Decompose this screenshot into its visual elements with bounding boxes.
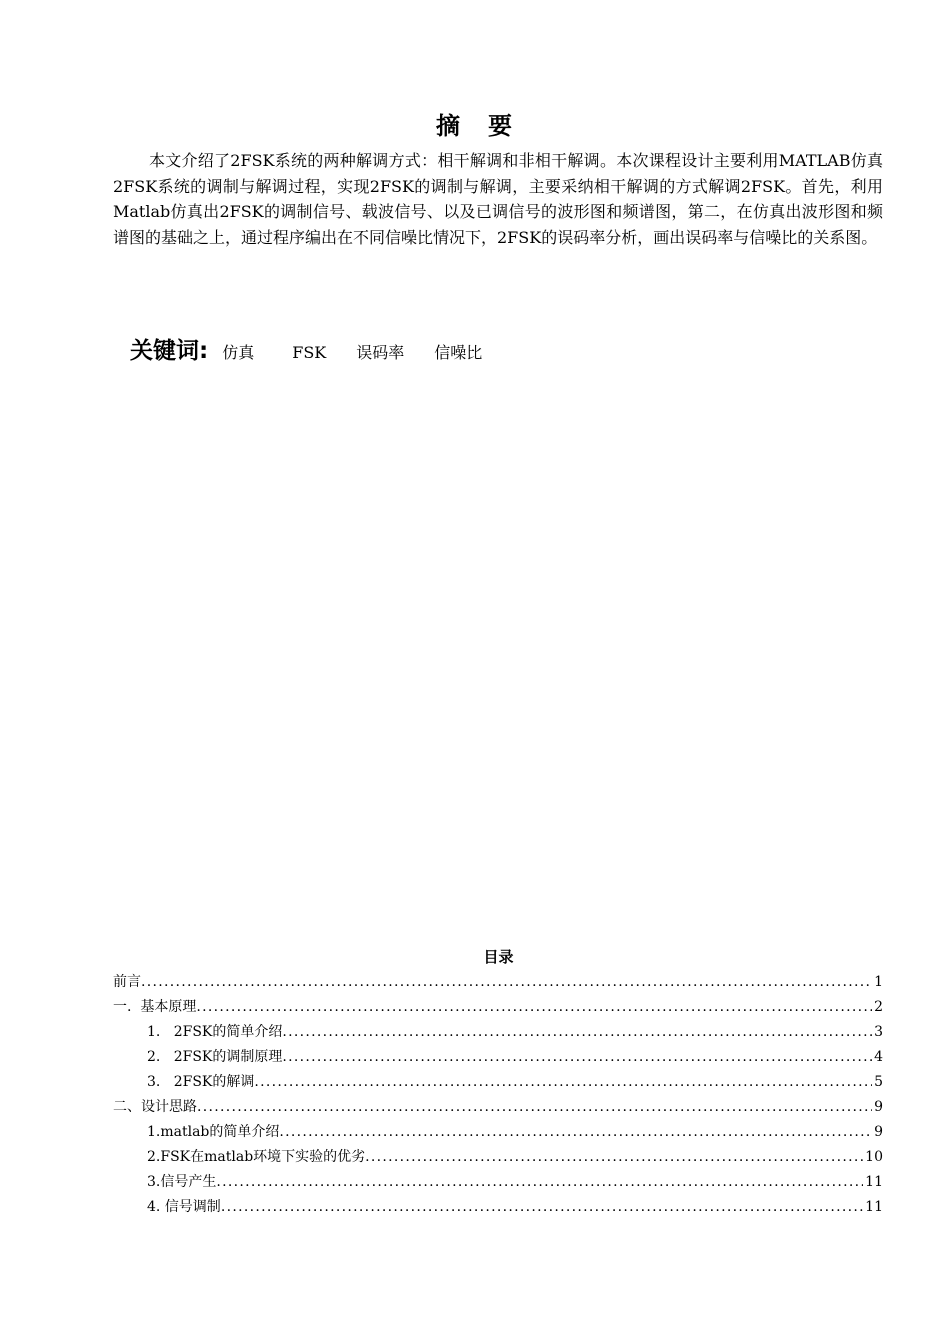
keyword-item: 仿真	[222, 343, 255, 362]
toc-entry-label: 3. 2FSK的解调	[147, 1074, 255, 1090]
toc-leader-dots	[216, 1170, 863, 1195]
toc-leader-dots	[196, 995, 872, 1020]
toc-title: 目录	[483, 948, 514, 966]
toc-entry[interactable]	[113, 995, 883, 1020]
keyword-item: 误码率	[356, 343, 405, 362]
toc-entry-label: 前言	[113, 974, 141, 990]
keyword-item: 信噪比	[434, 343, 483, 362]
toc-entry-label: 1.matlab的简单介绍	[147, 1124, 280, 1140]
toc-entry[interactable]	[147, 1120, 883, 1145]
toc-entry[interactable]	[113, 970, 883, 995]
toc-entry[interactable]	[147, 1170, 883, 1195]
toc-leader-dots	[365, 1145, 863, 1170]
toc-entry-page: 5	[874, 1074, 883, 1090]
toc-entry-label: 3.信号产生	[147, 1174, 217, 1190]
toc-leader-dots	[197, 1095, 872, 1120]
toc-leader-dots	[141, 970, 872, 995]
toc-entry[interactable]	[113, 1095, 883, 1120]
toc-entry-label: 2.FSK在matlab环境下实验的优劣	[147, 1149, 366, 1165]
toc-entry-page: 9	[874, 1099, 883, 1115]
toc-entry[interactable]	[147, 1070, 883, 1095]
toc-leader-dots	[282, 1045, 872, 1070]
toc-entry-page: 10	[865, 1149, 883, 1165]
toc-entry-page: 11	[865, 1174, 883, 1190]
toc-entry[interactable]	[147, 1195, 883, 1220]
toc-entry-page: 1	[874, 974, 883, 990]
abstract-title: 摘 要	[436, 112, 514, 140]
keywords-line	[130, 332, 482, 364]
abstract-body: 本文介绍了2FSK系统的两种解调方式：相干解调和非相干解调。本次课程设计主要利用MATLAB仿真2FSK系统的调制与解调过程，实现2FSK的调制与解调，主要采纳相干解调的方式解调2FSK。首先，利用Matlab仿真出2FSK的调制信号、载波信号、以及已调信号的波形图和频谱图，第二，在仿真出波形图和频谱图的基础之上，通过程序编出在不同信噪比情况下，2FSK的误码率分析，画出误码率与信噪比的关系图。	[113, 151, 883, 247]
toc-entry-label: 2. 2FSK的调制原理	[147, 1049, 283, 1065]
toc-leader-dots	[221, 1195, 863, 1220]
toc-entry-label: 4. 信号调制	[147, 1199, 221, 1215]
toc-leader-dots	[254, 1070, 872, 1095]
toc-entry-page: 11	[865, 1199, 883, 1215]
toc-entry-page: 3	[874, 1024, 883, 1040]
toc-entry-label: 一. 基本原理	[113, 999, 197, 1015]
toc-entry[interactable]	[147, 1145, 883, 1170]
toc-entry[interactable]	[147, 1045, 883, 1070]
keywords-label: 关键词:	[130, 338, 209, 364]
toc-leader-dots	[282, 1020, 872, 1045]
toc-entry-page: 2	[874, 999, 883, 1015]
toc-entry-label: 二、设计思路	[113, 1099, 197, 1115]
toc-entry-page: 9	[874, 1124, 883, 1140]
toc-entry-label: 1. 2FSK的简单介绍	[147, 1024, 283, 1040]
keyword-item: FSK	[292, 343, 327, 362]
toc-entry[interactable]	[147, 1020, 883, 1045]
toc-entry-page: 4	[874, 1049, 883, 1065]
toc-leader-dots	[279, 1120, 872, 1145]
